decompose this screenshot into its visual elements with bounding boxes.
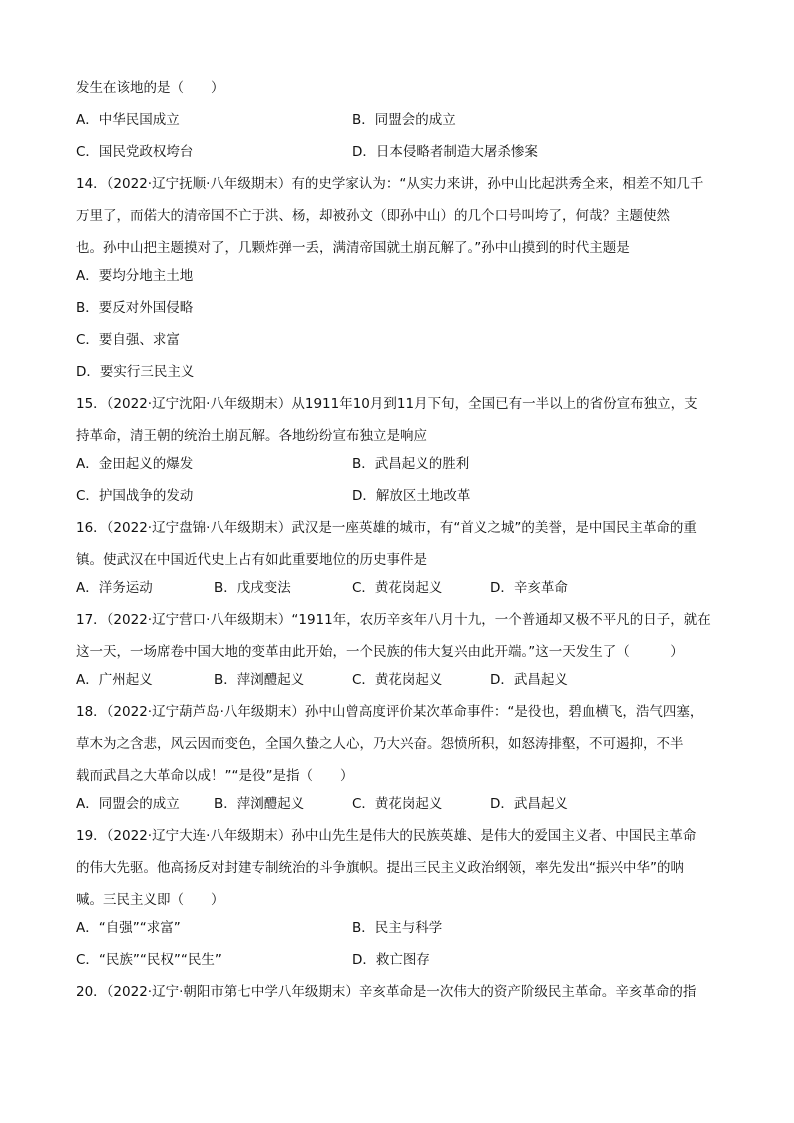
option-a: A．金田起义的爆发 <box>76 456 194 472</box>
option-d: D．日本侵略者制造大屠杀惨案 <box>352 144 538 160</box>
stem-line: 也。孙中山把主题摸对了，几颗炸弹一丢，满清帝国就土崩瓦解了。”孙中山摸到的时代主题是 <box>76 240 630 256</box>
question-20 <box>76 982 716 1002</box>
question-15-stem <box>76 394 716 446</box>
option-a: A．洋务运动 <box>76 580 153 596</box>
stem-line: 20．（2022·辽宁·朝阳市第七中学八年级期末）辛亥革命是一次伟大的资产阶级民主革命。辛亥革命的指 <box>76 984 697 1000</box>
stem-line: 18．（2022·辽宁葫芦岛·八年级期末）孙中山曾高度评价某次革命事件：“是役也，碧血横飞，浩气四塞， <box>76 704 704 720</box>
options-row <box>76 670 716 690</box>
question-19 <box>76 826 716 970</box>
question-18-stem <box>76 702 716 786</box>
question-13-stem-tail: 发生在该地的是（ ） <box>76 80 225 96</box>
option-d: D．武昌起义 <box>490 672 568 688</box>
stem-line: 14．（2022·辽宁抚顺·八年级期末）有的史学家认为：“从实力来讲，孙中山比起洪秀全来，相差不知几千 <box>76 176 704 192</box>
option-d: D．武昌起义 <box>490 796 568 812</box>
stem-line: 万里了，而偌大的清帝国不亡于洪、杨，却被孙文（即孙中山）的几个口号叫垮了，何哉？主题使然 <box>76 208 670 224</box>
option-a: A．“自强”“求富” <box>76 920 181 936</box>
question-17-stem <box>76 610 716 662</box>
options-row <box>76 454 716 474</box>
options-row <box>76 486 716 506</box>
stem-line: 的伟大先驱。他高扬反对封建专制统治的斗争旗帜。提出三民主义政治纲领，率先发出“振兴中华”的呐 <box>76 860 684 876</box>
options-row <box>76 110 716 130</box>
options-row <box>76 918 716 938</box>
option-c: C．黄花岗起义 <box>352 672 443 688</box>
question-17 <box>76 610 716 690</box>
option-b: B．武昌起义的胜利 <box>352 456 470 472</box>
option-d: D．要实行三民主义 <box>76 364 195 380</box>
options-row <box>76 794 716 814</box>
option-c: C．“民族”“民权”“民生” <box>76 952 222 968</box>
question-19-stem <box>76 826 716 910</box>
stem-line: 镇。使武汉在中国近代史上占有如此重要地位的历史事件是 <box>76 552 427 568</box>
question-18 <box>76 702 716 814</box>
question-16-stem <box>76 518 716 570</box>
option-b: B．萍浏醴起义 <box>214 796 305 812</box>
stem-line: 15．（2022·辽宁沈阳·八年级期末）从1911年10月到11月下旬，全国已有一半以上的省份宣布独立，支 <box>76 396 698 412</box>
option-b: B．萍浏醴起义 <box>214 672 305 688</box>
option-a: A．中华民国成立 <box>76 112 180 128</box>
stem-line: 19．（2022·辽宁大连·八年级期末）孙中山先生是伟大的民族英雄、是伟大的爱国主义者、中国民主革命 <box>76 828 697 844</box>
stem-line: 17．（2022·辽宁营口·八年级期末）“1911年，农历辛亥年八月十九，一个普通却又极不平凡的日子，就在 <box>76 612 711 628</box>
options-row <box>76 142 716 162</box>
option-c: C．要自强、求富 <box>76 332 180 348</box>
question-13 <box>76 78 716 162</box>
option-d: D．辛亥革命 <box>490 580 568 596</box>
stem-line: 持革命，清王朝的统治土崩瓦解。各地纷纷宣布独立是响应 <box>76 428 427 444</box>
question-20-stem <box>76 982 716 1002</box>
stem-line: 这一天，一场席卷中国大地的变革由此开始，一个民族的伟大复兴由此开端。”这一天发生了（ ） <box>76 644 684 660</box>
stem-line: 载而武昌之大革命以成！”“是役”是指（ ） <box>76 768 354 784</box>
option-b: B．戊戌变法 <box>214 580 291 596</box>
stem-line: 喊。三民主义即（ ） <box>76 892 225 908</box>
option-c: C．护国战争的发动 <box>76 488 194 504</box>
option-b: B．民主与科学 <box>352 920 443 936</box>
question-15 <box>76 394 716 506</box>
exam-page <box>76 78 716 1010</box>
option-c: C．黄花岗起义 <box>352 580 443 596</box>
option-d: D．救亡图存 <box>352 952 430 968</box>
stem-line: 草木为之含悲，风云因而变色，全国久蛰之人心，乃大兴奋。怨愤所积，如怒涛排壑，不可遏抑，不半 <box>76 736 684 752</box>
option-d: D．解放区土地改革 <box>352 488 471 504</box>
options-row <box>76 578 716 598</box>
stem-line: 16．（2022·辽宁盘锦·八年级期末）武汉是一座英雄的城市，有“首义之城”的美誉，是中国民主革命的重 <box>76 520 697 536</box>
option-b: B．同盟会的成立 <box>352 112 456 128</box>
option-a: A．同盟会的成立 <box>76 796 180 812</box>
options-row <box>76 950 716 970</box>
question-14-stem <box>76 174 716 258</box>
option-c: C．国民党政权垮台 <box>76 144 194 160</box>
question-16 <box>76 518 716 598</box>
option-a: A．要均分地主土地 <box>76 268 194 284</box>
option-c: C．黄花岗起义 <box>352 796 443 812</box>
option-a: A．广州起义 <box>76 672 153 688</box>
question-14 <box>76 174 716 382</box>
option-b: B．要反对外国侵略 <box>76 300 194 316</box>
